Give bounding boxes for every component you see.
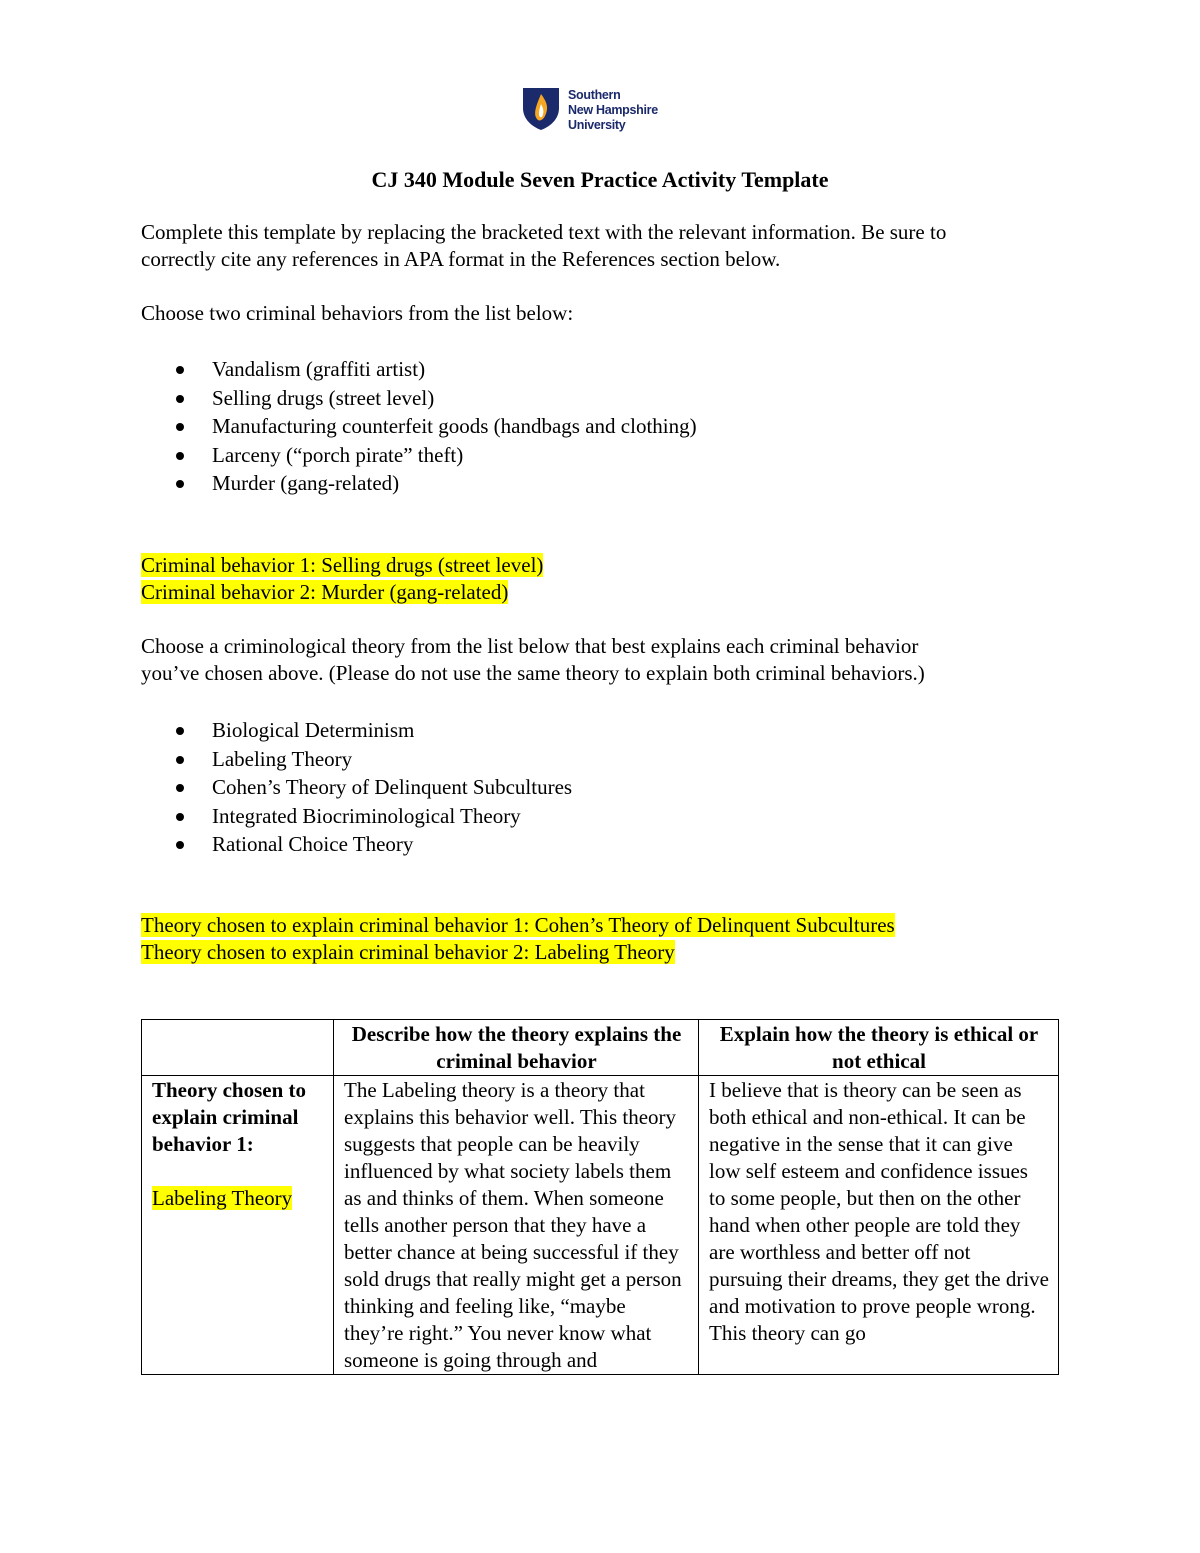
bullet-icon — [176, 841, 184, 849]
list-item: Rational Choice Theory — [141, 830, 572, 859]
bullet-icon — [176, 395, 184, 403]
list-item: Murder (gang-related) — [141, 469, 697, 498]
logo-line: Southern — [568, 88, 621, 102]
chosen-theory-1: Theory chosen to explain criminal behavior 1: Cohen’s Theory of Delinquent Subcultures — [141, 913, 895, 937]
bullet-icon — [176, 813, 184, 821]
row-label: Theory chosen to explain criminal behavior 1: — [152, 1078, 306, 1156]
chosen-behavior-2: Criminal behavior 2: Murder (gang-related) — [141, 580, 509, 604]
theory-prompt-line: Choose a criminological theory from the list below that best explains each criminal behavior — [141, 634, 919, 658]
table-header-cell: Explain how the theory is ethical or not ethical — [699, 1020, 1059, 1076]
logo-wordmark — [568, 88, 658, 133]
row-theory: Labeling Theory — [152, 1186, 293, 1210]
theories-list — [141, 716, 572, 859]
behaviors-list — [141, 355, 697, 498]
instructions-paragraph — [141, 219, 946, 273]
bullet-icon — [176, 452, 184, 460]
bullet-icon — [176, 727, 184, 735]
table-header-row — [142, 1020, 1059, 1076]
logo-line: New Hampshire — [568, 103, 658, 117]
table-header-cell: Describe how the theory explains the criminal behavior — [334, 1020, 699, 1076]
table-header-cell — [142, 1020, 334, 1076]
list-item: Integrated Biocriminological Theory — [141, 802, 572, 831]
list-item: Biological Determinism — [141, 716, 572, 745]
bullet-icon — [176, 423, 184, 431]
list-item: Manufacturing counterfeit goods (handbags and clothing) — [141, 412, 697, 441]
behaviors-prompt: Choose two criminal behaviors from the list below: — [141, 301, 574, 325]
list-item: Larceny (“porch pirate” theft) — [141, 441, 697, 470]
logo-line: University — [568, 118, 626, 132]
bullet-icon — [176, 366, 184, 374]
theory-prompt — [141, 633, 925, 687]
chosen-theories — [141, 912, 895, 966]
list-item: Cohen’s Theory of Delinquent Subcultures — [141, 773, 572, 802]
bullet-icon — [176, 756, 184, 764]
list-item: Labeling Theory — [141, 745, 572, 774]
ethical-cell: I believe that is theory can be seen as both ethical and non-ethical. It can be negative in the sense that it can give low self esteem and confidence issues to some people, but then on the other hand when other people are told they are worthless and better off not pursuing their dreams, they get the drive and motivation to prove people wrong. This theory can go — [699, 1076, 1059, 1375]
document-title: CJ 340 Module Seven Practice Activity Template — [371, 167, 829, 192]
describe-cell: The Labeling theory is a theory that explains this behavior well. This theory suggests that people can be heavily influenced by what society labels them as and thinks of them. When someone tells another person that they have a better chance at being successful if they sold drugs that really might get a person thinking and feeling like, “maybe they’re right.” You never know what someone is going through and — [334, 1076, 699, 1375]
table-row — [142, 1076, 1059, 1375]
instructions-line: correctly cite any references in APA format in the References section below. — [141, 247, 781, 271]
shield-flame-icon — [521, 86, 561, 132]
chosen-behaviors — [141, 552, 543, 606]
university-logo — [521, 86, 691, 134]
list-item: Selling drugs (street level) — [141, 384, 697, 413]
theory-table — [141, 1019, 1059, 1375]
row-label-cell — [142, 1076, 334, 1375]
instructions-line: Complete this template by replacing the bracketed text with the relevant information. Be sure to — [141, 220, 947, 244]
list-item: Vandalism (graffiti artist) — [141, 355, 697, 384]
bullet-icon — [176, 784, 184, 792]
chosen-behavior-1: Criminal behavior 1: Selling drugs (street level) — [141, 553, 544, 577]
theory-prompt-line: you’ve chosen above. (Please do not use the same theory to explain both criminal behaviors.) — [141, 661, 925, 685]
chosen-theory-2: Theory chosen to explain criminal behavior 2: Labeling Theory — [141, 940, 675, 964]
bullet-icon — [176, 480, 184, 488]
